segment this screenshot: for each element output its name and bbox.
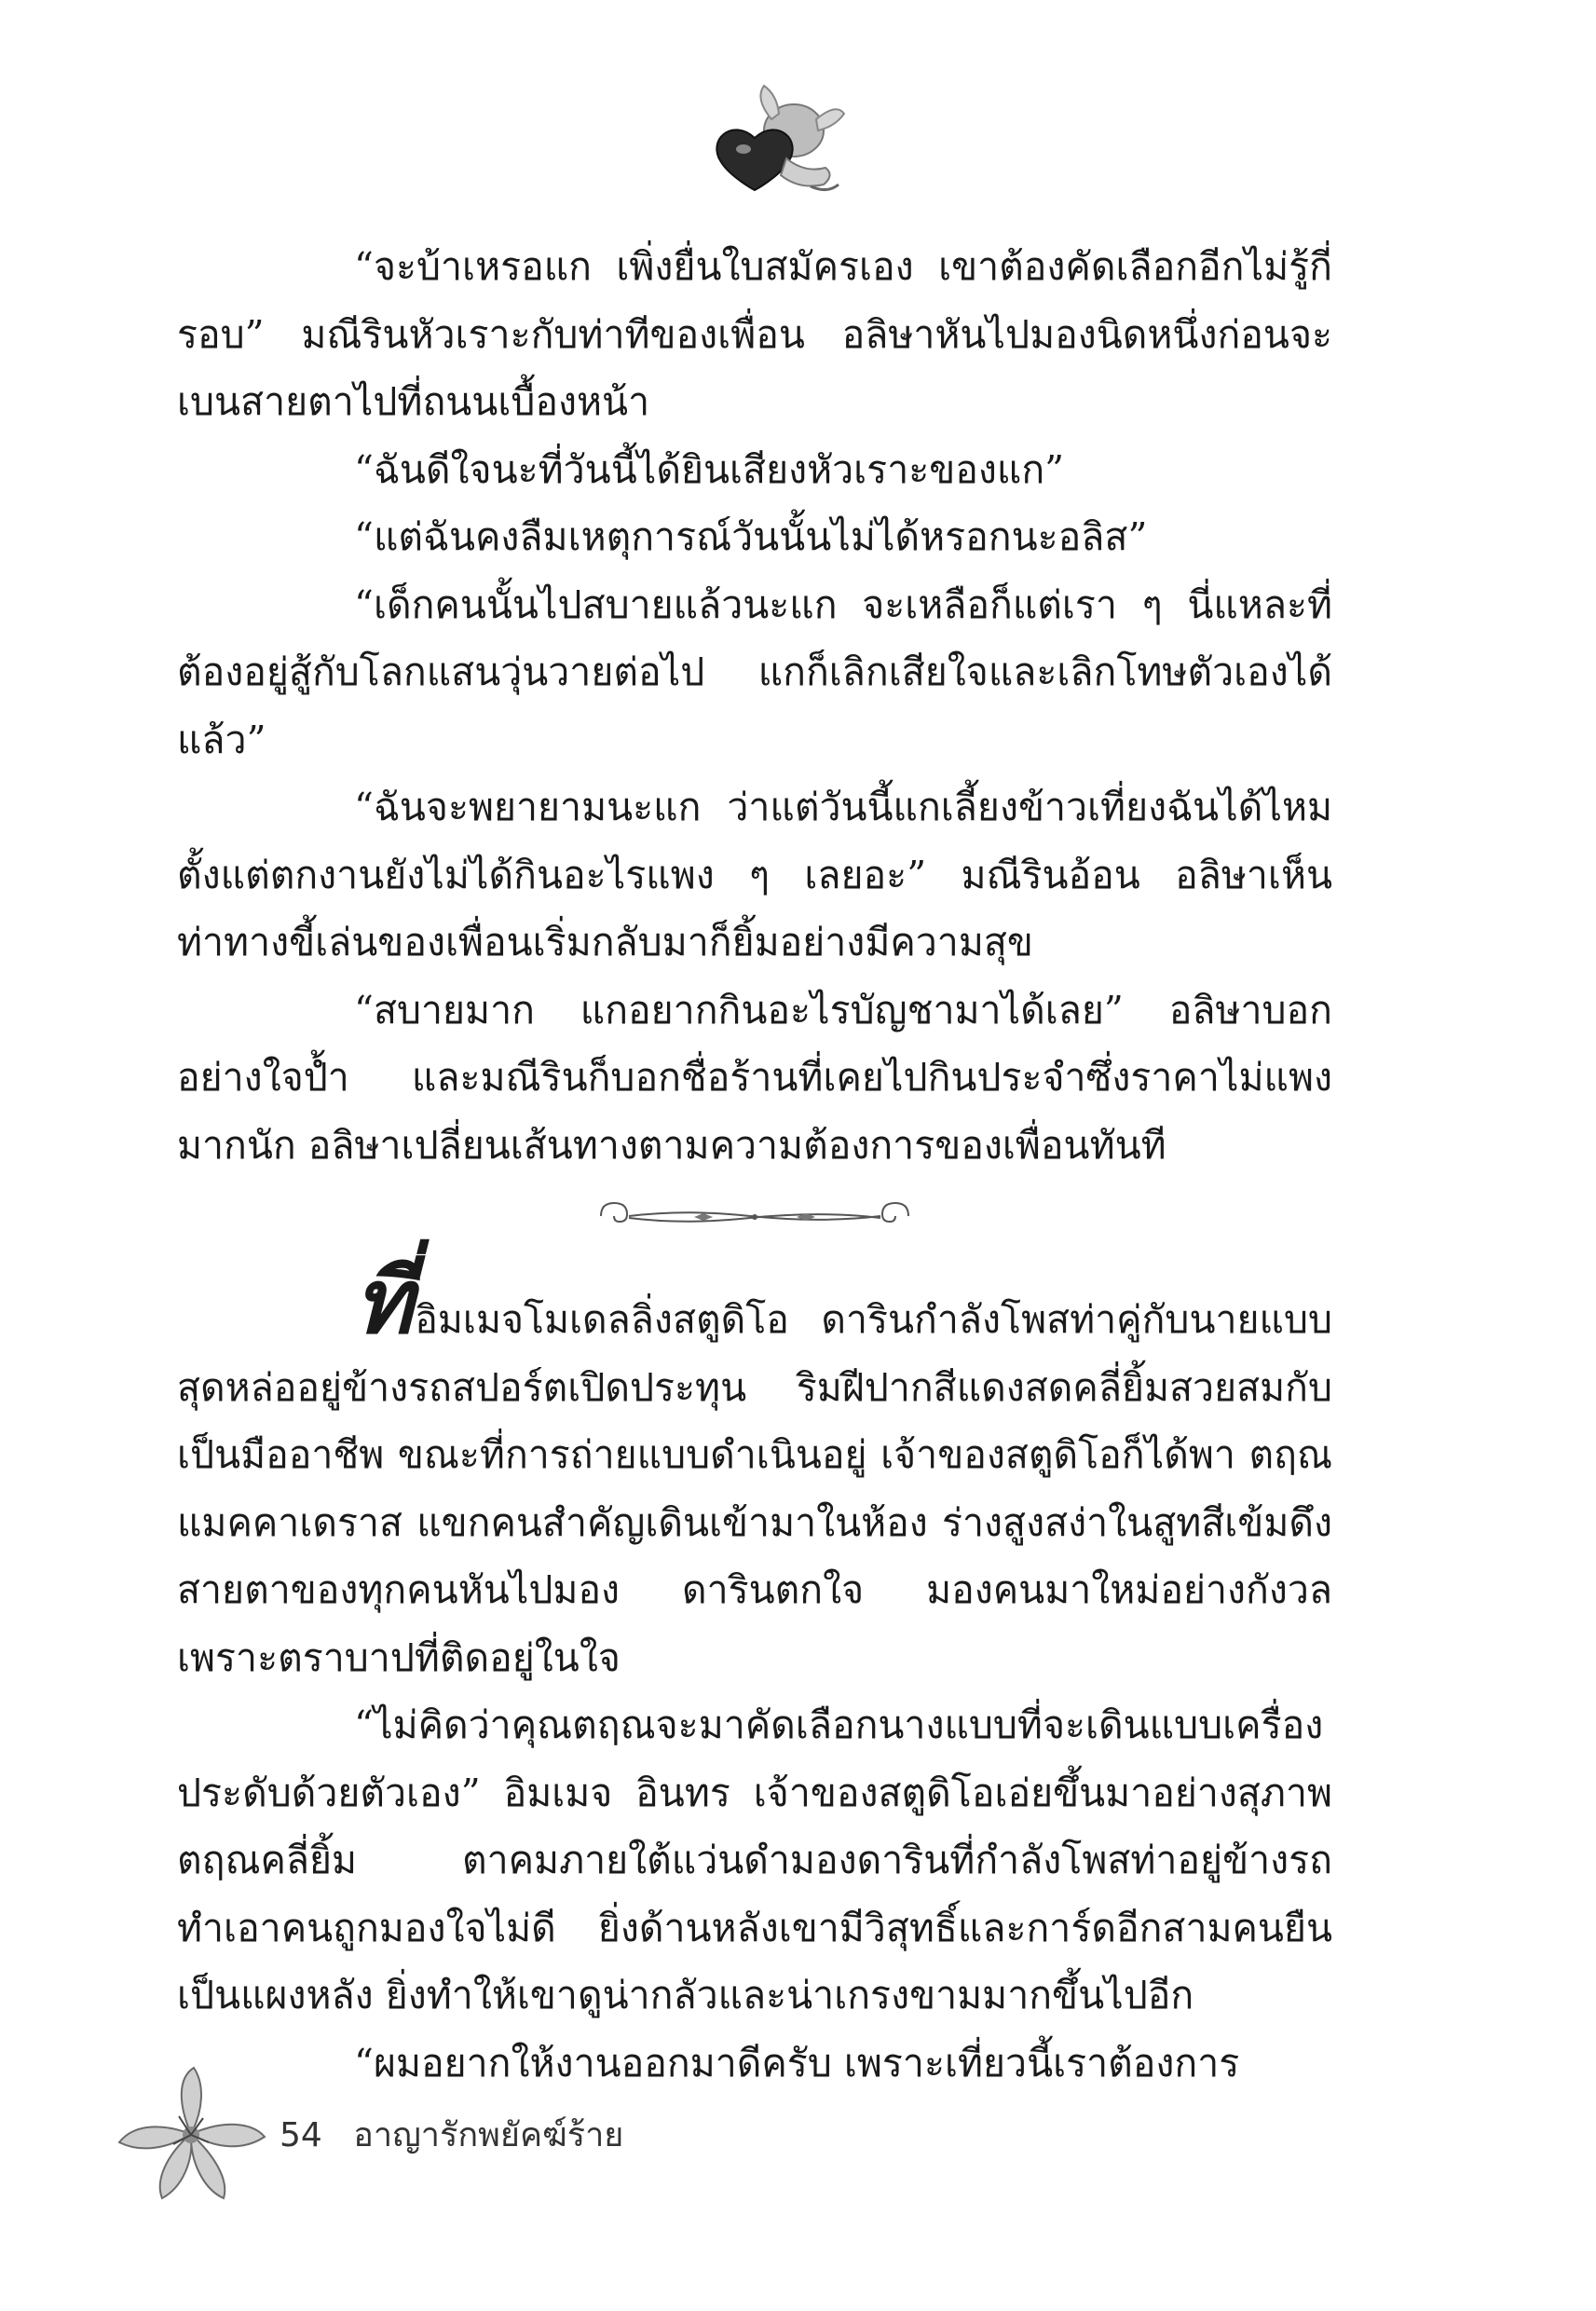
section-first-paragraph-text: อิมเมจโมเดลลิ่งสตูดิโอ ดารินกำลังโพสท่าคู่กับนายแบบสุดหล่ออยู่ข้างรถสปอร์ตเปิดประทุน ริมฝีปากสีแดงสดคลี่ยิ้มสวยสมกับเป็นมืออาชีพ ขณะที่การถ่ายแบบดำเนินอยู่ เจ้าของสตูดิโอก็ได้พา ตฤณ แมคคาเดราส แขกคนสำคัญเดินเข้ามาในห้อง ร่างสูงสง่าในสูทสีเข้มดึงสายตาของทุกคนหันไปมอง ดารินตกใจ มองคนมาใหม่อย่างกังวลเพราะตราบาปที่ติดอยู่ในใจ xyxy=(177,1297,1332,1680)
page-footer xyxy=(280,2108,644,2161)
page-number: 54 xyxy=(280,2116,322,2154)
section-first-paragraph xyxy=(177,1249,1332,1691)
paragraph: “เด็กคนนั้นไปสบายแล้วนะแก จะเหลือก็แต่เรา ๆ นี่แหละที่ต้องอยู่สู้กับโลกแสนวุ่นวายต่อไป แกก็เลิกเสียใจและเลิกโทษตัวเองได้แล้ว” xyxy=(177,581,1332,762)
paragraph: “ฉันดีใจนะที่วันนี้ได้ยินเสียงหัวเราะของแก” xyxy=(354,446,1065,492)
drop-cap: ที่ xyxy=(354,1249,414,1354)
paragraph: “ไม่คิดว่าคุณตฤณจะมาคัดเลือกนางแบบที่จะเดินแบบเครื่องประดับด้วยตัวเอง” อิมเมจ อินทร เจ้าของสตูดิโอเอ่ยขึ้นมาอย่างสุภาพ ตฤณคลี่ยิ้ม ตาคมภายใต้แว่นดำมองดารินที่กำลังโพสท่าอยู่ข้างรถ ทำเอาคนถูกมองใจไม่ดี ยิ่งด้านหลังเขามีวิสุทธิ์และการ์ดอีกสามคนยืนเป็นแผงหลัง ยิ่งทำให้เขาดูน่ากลัวและน่าเกรงขามมากขึ้นไปอีก xyxy=(177,1702,1332,2017)
ornament-divider-icon xyxy=(592,1197,918,1235)
paragraph: “จะบ้าเหรอแก เพิ่งยื่นใบสมัครเอง เขาต้องคัดเลือกอีกไม่รู้กี่รอบ” มณีรินหัวเราะกับท่าทีของเพื่อน อลิษาหันไปมองนิดหนึ่งก่อนจะเบนสายตาไปที่ถนนเบื้องหน้า xyxy=(177,244,1332,424)
paragraph: “สบายมาก แกอยากกินอะไรบัญชามาได้เลย” อลิษาบอกอย่างใจป้ำ และมณีรินก็บอกชื่อร้านที่เคยไปกินประจำซึ่งราคาไม่แพงมากนัก อลิษาเปลี่ยนเส้นทางตามความต้องการของเพื่อนทันที xyxy=(177,987,1332,1168)
book-title: อาญารักพยัคฆ์ร้าย xyxy=(353,2116,624,2154)
page-body xyxy=(177,233,1332,2097)
cupid-ornament-icon xyxy=(689,82,857,212)
paragraph: “แต่ฉันคงลืมเหตุการณ์วันนั้นไม่ได้หรอกนะอลิส” xyxy=(354,514,1148,559)
lily-flower-icon xyxy=(112,2064,270,2204)
section-divider xyxy=(177,1190,1332,1274)
paragraph: “ผมอยากให้งานออกมาดีครับ เพราะเที่ยวนี้เราต้องการ xyxy=(354,2040,1240,2085)
paragraph: “ฉันจะพยายามนะแก ว่าแต่วันนี้แกเลี้ยงข้าวเที่ยงฉันได้ไหม ตั้งแต่ตกงานยังไม่ได้กินอะไรแพง ๆ เลยอะ” มณีรินอ้อน อลิษาเห็นท่าทางขี้เล่นของเพื่อนเริ่มกลับมาก็ยิ้มอย่างมีความสุข xyxy=(177,785,1332,964)
